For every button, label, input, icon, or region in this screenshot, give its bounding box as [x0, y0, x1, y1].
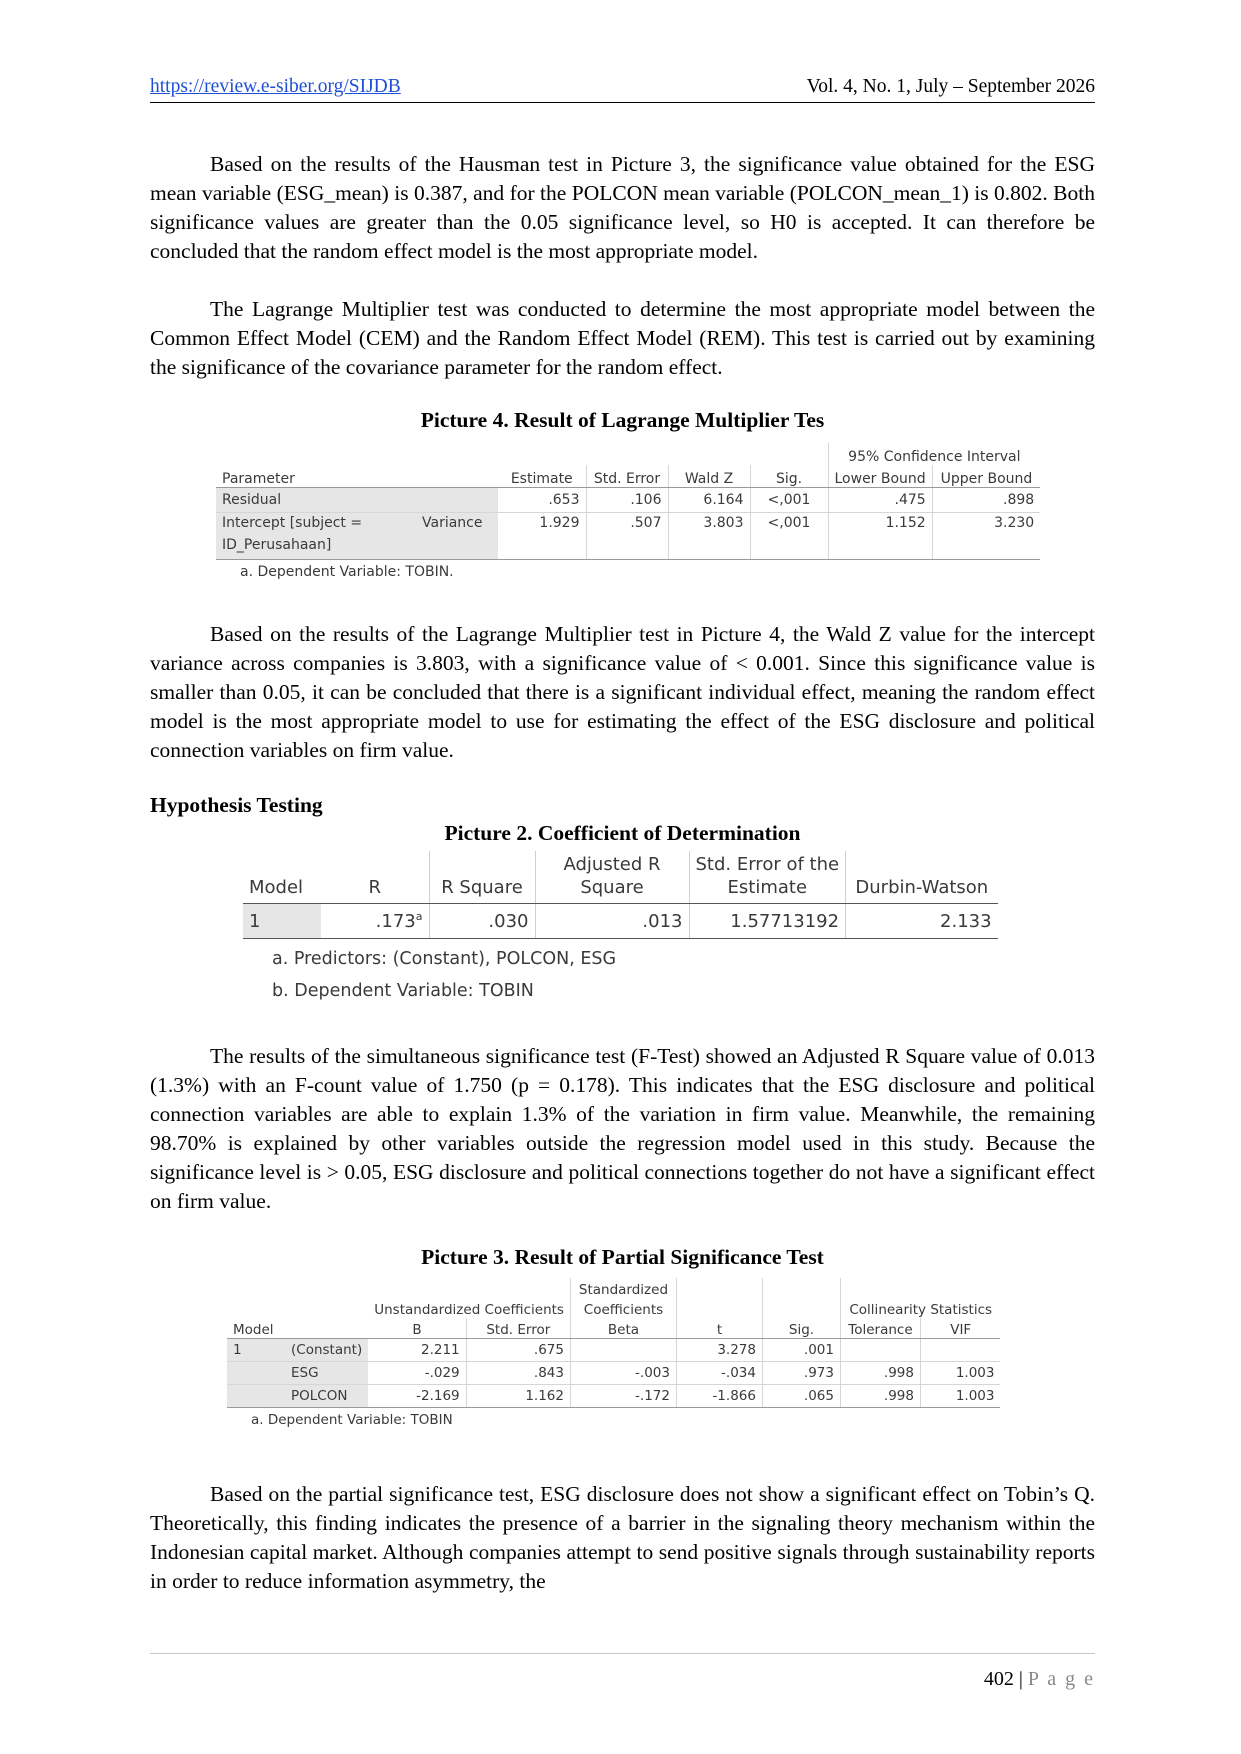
table-row — [216, 488, 1040, 513]
paragraph-lagrange-intro: The Lagrange Multiplier test was conducted to determine the most appropriate model between the Common Effect Model (CEM) and the Random Effect Model (REM). This test is carried out by examining the significance of the covariance parameter for the random effect. — [150, 297, 1095, 379]
cell: .001 — [762, 1339, 840, 1362]
picture4-footnote: a. Dependent Variable: TOBIN. — [240, 564, 454, 580]
cell: .973 — [762, 1362, 840, 1385]
tolerance-header: Tolerance — [840, 1318, 920, 1339]
cell: 3.803 — [668, 513, 750, 538]
ci-group-header: 95% Confidence Interval — [848, 449, 1021, 465]
header-line: Estimate — [727, 877, 808, 898]
paragraph-hausman: Based on the results of the Hausman test in Picture 3, the significance value obtained for the ESG mean variable (ESG_mean) is 0.387, and for the POLCON mean variable (POLCON_mean_1) is 0.802. Both significance values are greater than the 0.05 significance level, so H0 is accepted. It can therefore be concluded that the random effect model is the most appropriate model. — [150, 152, 1095, 263]
picture4-caption: Picture 4. Result of Lagrange Multiplier Tes — [420, 408, 825, 432]
r-header: R — [321, 851, 429, 904]
cell: .065 — [762, 1385, 840, 1408]
std-error-header: Std. Error — [586, 465, 668, 488]
sig-header: Sig. — [750, 465, 828, 488]
model-number: 1 — [243, 904, 321, 939]
b-header: B — [368, 1318, 466, 1339]
wald-z-header: Wald Z — [668, 465, 750, 488]
header-line: Square — [580, 877, 644, 898]
paragraph-f-test: The results of the simultaneous significance test (F-Test) showed an Adjusted R Square value of 0.013 (1.3%) with an F-count value of 1.750 (p = 0.178). This indicates that the ESG disclosure and political connection variables are able to explain 1.3% of the variation in firm value. Meanwhile, the remaining 98.70% is explained by other variables outside the regression model used in this study. Because the significance level is > 0.05, ESG disclosure and political connections together do not have a significant effect on firm value. — [150, 1044, 1095, 1213]
cell: .843 — [466, 1362, 570, 1385]
picture2-footnote-b: b. Dependent Variable: TOBIN — [272, 981, 534, 1001]
cell: 1.003 — [920, 1362, 1000, 1385]
partial-significance-table — [227, 1278, 1000, 1428]
intercept-label-line2: ID_Perusahaan] — [216, 537, 416, 560]
table-row — [227, 1362, 1000, 1385]
cell: .998 — [840, 1362, 920, 1385]
cell: .653 — [498, 488, 586, 513]
cell: 1.162 — [466, 1385, 570, 1408]
paragraph-partial-test: Based on the partial significance test, ESG disclosure does not show a significant effect on Tobin’s Q. Theoretically, this finding indicates the presence of a barrier in the signaling theory mechanism within the Indonesian capital market. Although companies attempt to send positive signals through sustainability reports in order to reduce information asymmetry, the — [150, 1482, 1095, 1593]
std-error-header: Std. Error — [466, 1318, 570, 1339]
cell: 2.211 — [368, 1339, 466, 1362]
header-line: Std. Error of the — [695, 854, 840, 875]
cell: .030 — [429, 904, 535, 939]
picture3-caption: Picture 3. Result of Partial Significance Test — [421, 1245, 824, 1269]
cell: -.034 — [676, 1362, 762, 1385]
cell: <,001 — [750, 488, 828, 513]
picture2-caption: Picture 2. Coefficient of Determination — [444, 821, 801, 845]
standardized-header-line1: Standardized — [570, 1278, 676, 1298]
cell — [570, 1339, 676, 1362]
table-row — [227, 1385, 1000, 1408]
collinearity-group-header: Collinearity Statistics — [849, 1302, 993, 1318]
beta-header: Beta — [570, 1318, 676, 1339]
cell — [840, 1339, 920, 1362]
predictor-name: ESG — [285, 1362, 368, 1385]
coefficient-determination-table — [243, 851, 998, 1007]
cell: -.029 — [368, 1362, 466, 1385]
predictor-name: (Constant) — [285, 1339, 368, 1362]
footer-divider — [150, 1653, 1095, 1654]
page-number — [984, 1668, 1095, 1691]
table-row — [227, 1339, 1000, 1362]
cell: .106 — [586, 488, 668, 513]
sig-header: Sig. — [762, 1318, 840, 1339]
cell: -.172 — [570, 1385, 676, 1408]
model-header: Model — [243, 851, 321, 904]
lower-bound-header: Lower Bound — [828, 465, 932, 488]
cell — [920, 1339, 1000, 1362]
cell: 1.929 — [498, 513, 586, 538]
cell: -2.169 — [368, 1385, 466, 1408]
cell: 1.003 — [920, 1385, 1000, 1408]
std-error-estimate-header — [689, 851, 846, 904]
t-header: t — [676, 1318, 762, 1339]
r-value: .173 — [375, 910, 416, 932]
header-line: Adjusted R — [563, 854, 661, 875]
cell: -.003 — [570, 1362, 676, 1385]
picture3-footnote: a. Dependent Variable: TOBIN — [251, 1412, 453, 1428]
cell: 6.164 — [668, 488, 750, 513]
standardized-header-line2: Coefficients — [570, 1298, 676, 1318]
footnote-marker: a — [415, 909, 423, 923]
cell: 2.133 — [846, 904, 998, 939]
cell: -1.866 — [676, 1385, 762, 1408]
table-row — [243, 904, 998, 939]
table-row — [216, 513, 1040, 538]
cell: .998 — [840, 1385, 920, 1408]
cell: .675 — [466, 1339, 570, 1362]
cell: 1.57713192 — [689, 904, 846, 939]
adjusted-r-square-header — [535, 851, 689, 904]
residual-label: Residual — [216, 488, 498, 513]
cell: .475 — [828, 488, 932, 513]
r-square-header: R Square — [429, 851, 535, 904]
page-separator: | — [1018, 1668, 1023, 1690]
cell: 3.230 — [994, 515, 1035, 531]
page-number-value: 402 — [983, 1668, 1014, 1690]
page-word: P a g e — [1027, 1668, 1095, 1690]
parameter-header: Parameter — [216, 465, 498, 488]
cell: .013 — [535, 904, 689, 939]
section-heading: Hypothesis Testing — [150, 793, 323, 817]
cell: 3.278 — [676, 1339, 762, 1362]
variance-label: Variance — [416, 513, 498, 538]
vif-header: VIF — [920, 1318, 1000, 1339]
journal-url-link[interactable]: https://review.e-siber.org/SIJDB — [150, 76, 401, 97]
cell: .898 — [932, 488, 1040, 513]
estimate-header: Estimate — [498, 465, 586, 488]
cell: .507 — [586, 513, 668, 538]
lagrange-multiplier-table — [216, 443, 1040, 580]
model-number: 1 — [227, 1339, 285, 1362]
model-header: Model — [227, 1318, 368, 1339]
volume-info: Vol. 4, No. 1, July – September 2026 — [806, 76, 1095, 97]
durbin-watson-header: Durbin-Watson — [846, 851, 998, 904]
cell: <,001 — [750, 513, 828, 538]
unstandardized-group-header: Unstandardized Coefficients — [368, 1298, 570, 1318]
predictor-name: POLCON — [285, 1385, 368, 1408]
picture2-footnote-a: a. Predictors: (Constant), POLCON, ESG — [272, 949, 617, 969]
running-header — [150, 72, 1095, 103]
cell-r — [321, 904, 429, 939]
upper-bound-header: Upper Bound — [932, 465, 1040, 488]
cell: 1.152 — [828, 513, 932, 538]
paragraph-lagrange-result: Based on the results of the Lagrange Multiplier test in Picture 4, the Wald Z value for the intercept variance across companies is 3.803, with a significance value of < 0.001. Since this significance value is smaller than 0.05, it can be concluded that there is a significant individual effect, meaning the random effect model is the most appropriate model to use for estimating the effect of the ESG disclosure and political connection variables on firm value. — [150, 622, 1095, 762]
intercept-label-line1: Intercept [subject = — [216, 513, 416, 538]
